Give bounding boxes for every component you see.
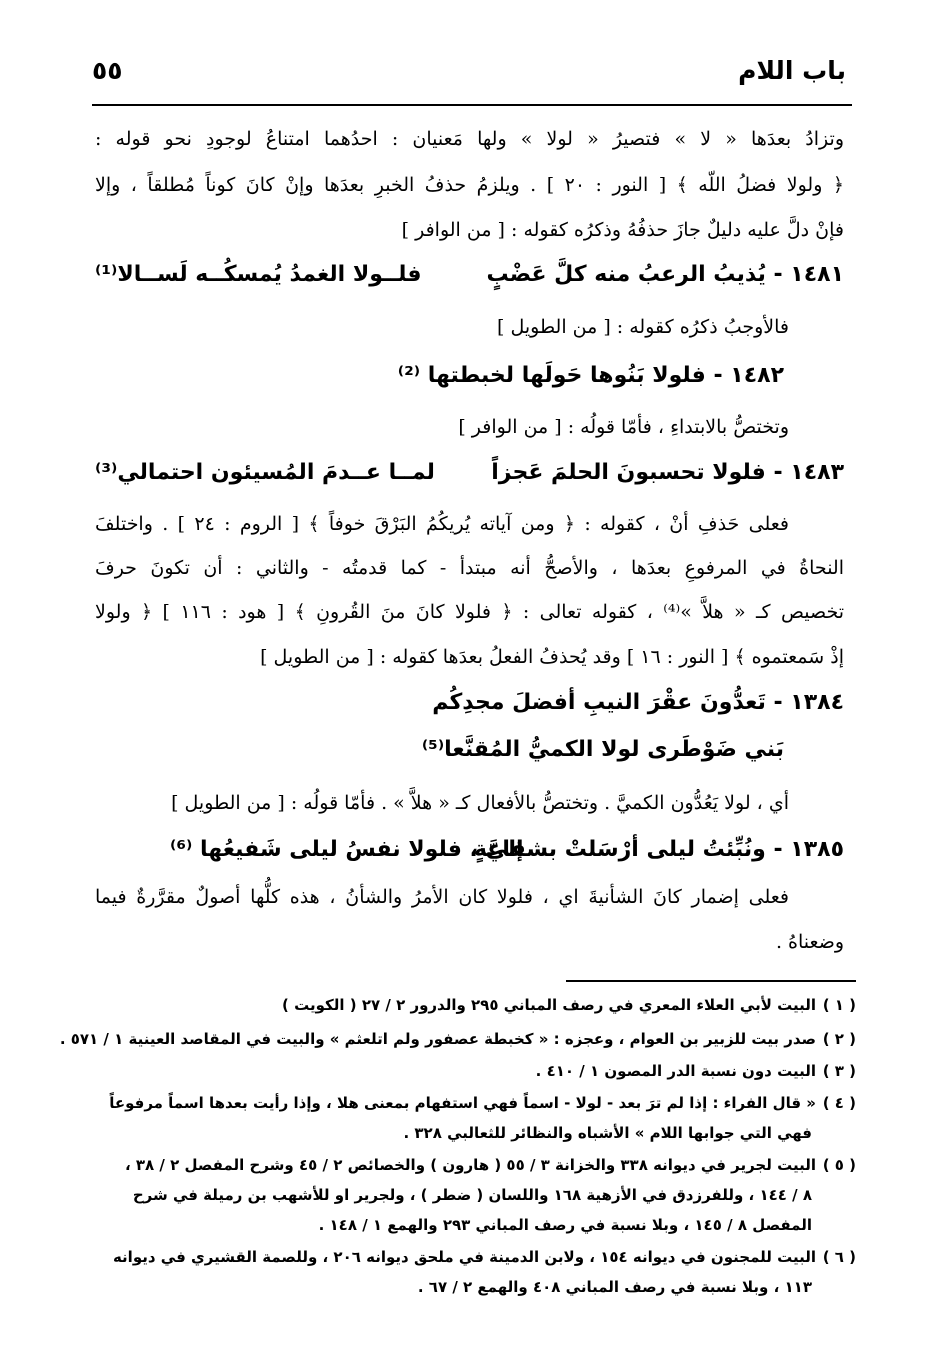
verse-hemistich-first: ١٣٨٤ - تَعدُّونَ عقْرَ النيبِ أفضلَ مجدِكُم — [432, 690, 844, 715]
footnote-text: المفصل ٨ / ١٤٥ ، وبلا نسبة في رصف المباني ٢٩٣ والهمع ١ / ١٤٨ . — [318, 1216, 812, 1234]
verse-hemistich-second: فلــولا الغمدُ يُمسكُــه لَســالا⁽¹⁾ — [95, 262, 422, 287]
footnote-text: فهي التي جوابها اللام » الأشباه والنظائر للثعالبي ٣٢٨ . — [403, 1124, 812, 1142]
footnote — [92, 996, 856, 1014]
header-rule — [92, 104, 852, 106]
footnote-number: ( ٤ ) — [822, 1094, 856, 1112]
footnote-text: صدر بيت للزبير بن العوام ، وعجزه : « كخبطة عصفور ولم اتلعثم » والبيت في المقاصد العينية ١ / ٥٧١ . — [59, 1030, 816, 1048]
footnote-continuation — [92, 1278, 812, 1296]
footnote-continuation — [92, 1124, 812, 1142]
page-number: ٥٥ — [92, 56, 123, 85]
body-line: فعلى إضمار كانَ الشأنيةَ اي ، فلولا كان الأمرُ والشأنُ ، هذه كلُّها أصولٌ مقرَّرةٌ فيما — [95, 886, 789, 908]
body-line: فعلى حَذفِ أنْ ، كقوله : ﴿ ومن آياته يُريكُمُ البَرْقَ خوفاً ﴾ [ الروم : ٢٤ ] . واختلفَ — [95, 513, 789, 535]
footnote — [92, 1094, 856, 1112]
body-line: وتختصُّ بالابتداءِ ، فأمّا قولُه : [ من الوافر ] — [458, 416, 789, 438]
footnote-continuation — [92, 1186, 812, 1204]
verse-hemistich-first: ١٣٨٥ - ونُبِّئتُ ليلى أرْسَلتْ بشفاعةٍ — [473, 837, 844, 862]
footnote — [92, 1248, 856, 1266]
footnote-text: ١١٣ ، وبلا نسبة في رصف المباني ٤٠٨ والهمع ٢ / ٦٧ . — [417, 1278, 812, 1296]
footnote — [92, 1156, 856, 1174]
footnote-text: البيت لأبي العلاء المعري في رصف المباني ٢٩٥ والدرور ٢ / ٢٧ ( الكويت ) — [282, 996, 816, 1014]
verse-hemistich-second: لمــا عــدمَ المُسيئون احتمالي⁽³⁾ — [95, 460, 435, 485]
footnote-text: البيت للمجنون في ديوانه ١٥٤ ، ولابن الدمينة في ملحق ديوانه ٢٠٦ ، وللصمة القشيري في ديوانه — [112, 1248, 816, 1266]
chapter-title: باب اللام — [738, 56, 846, 85]
body-line: وضعناهُ . — [775, 931, 844, 953]
footnote-separator — [566, 980, 856, 982]
body-line: تخصيص كـ « هلاَّ »⁽⁴⁾ ، كقوله تعالى : ﴿ فلولا كانَ منَ القُرونِ ﴾ [ هود : ١١٦ ] ﴿ ولولا — [95, 601, 844, 623]
footnote-number: ( ١ ) — [822, 996, 856, 1014]
footnote-number: ( ٣ ) — [822, 1062, 856, 1080]
footnote — [92, 1062, 856, 1080]
body-line: النحاةُ في المرفوعِ بعدَها ، والأصحُّ أنه مبتدأ - كما قدمتُه - والثاني : أن تكونَ حرفَ — [95, 557, 844, 579]
body-line: فالأوجبُ ذكرُه كقوله : [ من الطويل ] — [497, 316, 789, 338]
page-header — [92, 56, 846, 92]
body-line: ﴿ ولولا فضلُ اللّه ﴾ [ النور : ٢٠ ] . ويلزمُ حذفُ الخبرِ بعدَها وإنْ كانَ كوناً مُطلقاً ، وإلا — [95, 174, 844, 196]
body-line: إذْ سَمعتموه ﴾ [ النور : ١٦ ] وقد يُحذفُ الفعلُ بعدَها كقوله : [ من الطويل ] — [260, 646, 844, 668]
verse-hemistich-second: إليَّ ، فلولا نفسُ ليلى شَفيعُها ⁽⁶⁾ — [170, 837, 524, 862]
verse-hemistich-first: ١٤٨٢ - فلولا بَنُوها حَولَها لخبطتها ⁽²⁾ — [397, 363, 784, 388]
footnote-text: البيت لجرير في ديوانه ٣٣٨ والخزانة ٣ / ٥٥ ( هارون ) والخصائص ٢ / ٤٥ وشرح المفصل ٢ / ٣٨ ، — [124, 1156, 816, 1174]
verse-1384-second: بَني ضَوْطَرى لولا الكميُّ المُقنَّعا⁽⁵⁾ — [421, 737, 784, 762]
body-line: وتزادُ بعدَها « لا » فتصيرُ « لولا » ولها مَعنيان : احدُهما امتناعُ لوجودِ نحو قوله : — [95, 128, 844, 150]
footnote-text: « قال الفراء : إذا لم ترَ بعد - لولا - اسماً فهي استفهام بمعنى هلا ، وإذا رأيت بعدها اسماً مرفوعاً — [109, 1094, 816, 1112]
footnote-text: البيت دون نسبة الدر المصون ١ / ٤١٠ . — [535, 1062, 816, 1080]
footnote-text: ٨ / ١٤٤ ، وللفرزدق في الأزهية ١٦٨ واللسان ( ضطر ) ، ولجرير او للأشهب بن رميلة في شرح — [132, 1186, 812, 1204]
footnote-number: ( ٦ ) — [822, 1248, 856, 1266]
verse-hemistich-first: ١٤٨١ - يُذيبُ الرعبُ منه كلَّ عَضْبٍ — [486, 262, 844, 287]
verse-hemistich-first: ١٤٨٣ - فلولا تحسبونَ الحلمَ عَجزاً — [491, 460, 844, 485]
footnote — [59, 1030, 856, 1048]
footnote-number: ( ٥ ) — [822, 1156, 856, 1174]
body-line: أي ، لولا يَعُدُّون الكميَّ . وتختصُّ بالأفعال كـ « هلاَّ » . فأمّا قولُه : [ من الطويل ] — [171, 792, 789, 814]
body-line: فإنْ دلَّ عليه دليلٌ جازَ حذفُهُ وذكرُه كقوله : [ من الوافر ] — [401, 219, 844, 241]
footnote-number: ( ٢ ) — [822, 1030, 856, 1048]
footnote-continuation — [92, 1216, 812, 1234]
